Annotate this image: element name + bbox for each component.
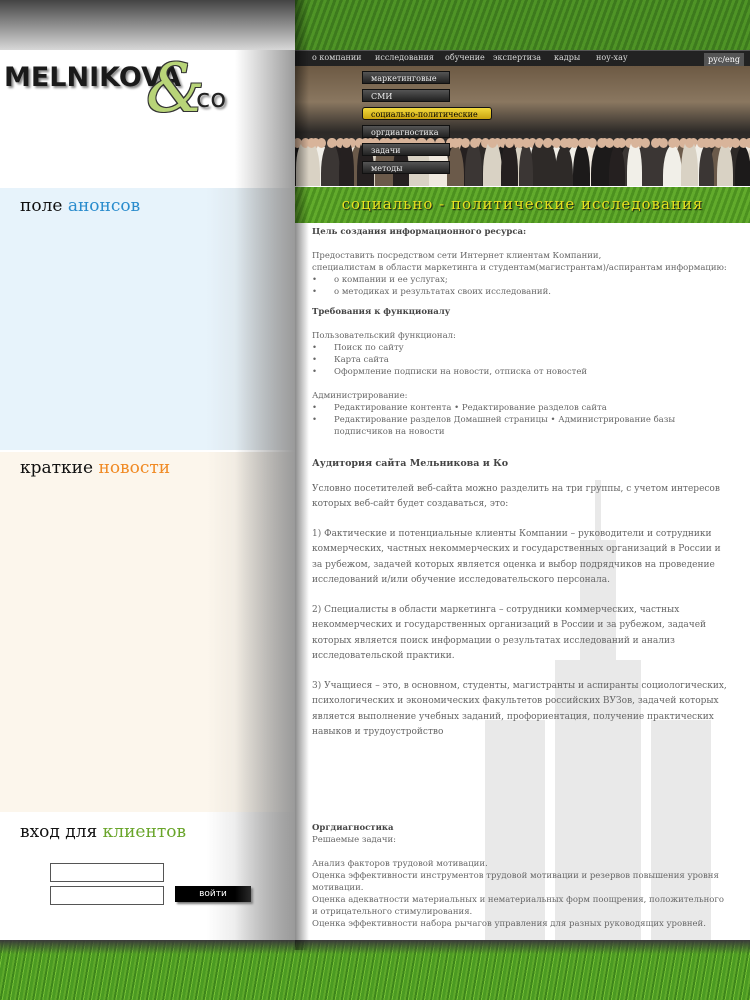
crowd-head — [578, 138, 587, 148]
main-nav — [295, 50, 750, 66]
user-functions-title: Пользовательский функционал: — [312, 331, 456, 341]
user-function-item: • Оформление подписки на новости, отписка от новостей — [312, 366, 732, 378]
crowd-figure — [717, 143, 733, 186]
left-column-shade — [235, 50, 295, 950]
nav-item-staff[interactable]: кадры — [554, 53, 581, 62]
news-heading — [20, 458, 170, 478]
orgdiag-subtitle: Решаемые задачи: — [312, 835, 397, 845]
orgdiag-item: Оценка эффективности набора рычагов управления для разных руководящих уровней. — [312, 919, 706, 929]
news-heading-word2: новости — [98, 458, 171, 478]
audience-title: Аудитория сайта Мельникова и Ко — [312, 458, 509, 469]
audience-group: 3) Учащиеся – это, в основном, студенты, магистранты и аспиранты социологических, психологических и экономических факультетов российских ВУЗов, задачей которых является выполнение учебных заданий, профориентация, получение практических навыков и трудоустройство — [312, 680, 727, 737]
crowd-head — [651, 138, 660, 148]
goal-bullet: • о компании и ее услугах; — [312, 274, 732, 286]
nav-item-about[interactable]: о компании — [312, 53, 362, 62]
logo-text: MELNIKOVA — [4, 62, 182, 93]
crowd-figure — [735, 146, 750, 186]
submenu-methods[interactable]: методы — [362, 161, 450, 174]
goal-intro-2: специалистам в области маркетинга и студентам(магистрантам)/аспирантам информацию: — [312, 263, 727, 273]
goal-title: Цель создания информационного ресурса: — [312, 227, 527, 237]
logo-ampersand: & — [146, 50, 205, 127]
audience-section — [312, 456, 732, 741]
section-banner — [295, 187, 750, 223]
admin-functions-title: Администрирование: — [312, 391, 408, 401]
orgdiag-section — [312, 822, 732, 930]
submenu-media[interactable]: СМИ — [362, 89, 450, 102]
audience-intro: Условно посетителей веб-сайта можно разделить на три группы, с учетом интересов которых веб-сайт будет создаваться, это: — [312, 483, 720, 509]
news-heading-word1: краткие — [20, 458, 94, 478]
crowd-head — [659, 138, 668, 148]
left-header-band — [0, 0, 295, 50]
user-function-item: • Карта сайта — [312, 354, 732, 366]
login-heading — [20, 822, 186, 842]
login-button[interactable]: войти — [175, 886, 251, 902]
nav-item-research[interactable]: исследования — [375, 53, 434, 62]
language-switch[interactable]: рус/eng — [704, 53, 744, 66]
admin-function-item: • Редактирование контента • Редактирование разделов сайта — [312, 402, 732, 414]
goal-intro-1: Предоставить посредством сети Интернет клиентам Компании, — [312, 251, 602, 261]
section-banner-title: социально - политические исследования — [341, 195, 704, 213]
crowd-figure — [699, 145, 714, 186]
grass-footer — [0, 940, 750, 1000]
orgdiag-title: Оргдиагностика — [312, 823, 394, 833]
goal-section — [312, 226, 732, 298]
nav-item-knowhow[interactable]: ноу-хау — [596, 53, 628, 62]
submenu-tasks[interactable]: задачи — [362, 143, 450, 156]
audience-group: 2) Специалисты в области маркетинга – сотрудники коммерческих, частных некоммерческих и государственных организаций в России и за рубежом, задачей которых является поиск информации о результатах исследований и анализ исследовательской практики. — [312, 604, 707, 661]
audience-group: 1) Фактические и потенциальные клиенты Компании – руководители и сотрудники коммерческих, частных некоммерческих и государственных организаций в России и за рубежом, задачей которых является оценка и выбор подрядчиков на проведение исследований и/или обучение исследовательского персонала. — [312, 528, 721, 585]
user-function-item: • Поиск по сайту — [312, 342, 732, 354]
nav-item-training[interactable]: обучение — [445, 53, 485, 62]
submenu-marketing[interactable]: маркетинговые — [362, 71, 450, 84]
crowd-head — [597, 138, 606, 148]
crowd-head — [543, 138, 552, 148]
right-header-band — [295, 0, 750, 50]
crowd-head — [560, 138, 569, 148]
admin-function-item: • Редактирование разделов Домашней страницы • Администрирование базы подписчиков на новости — [312, 414, 732, 438]
announcements-heading-word1: поле — [20, 196, 63, 216]
left-column — [0, 0, 295, 950]
submenu-sociopolitical[interactable]: социально-политические — [362, 107, 492, 120]
submenu-orgdiagnostics[interactable]: оргдиагностика — [362, 125, 450, 138]
logo-co: co — [196, 84, 227, 114]
orgdiag-item: Оценка эффективности инструментов трудовой мотивации и резервов повышения уровня мотивации. — [312, 871, 719, 893]
crowd-head — [327, 138, 336, 148]
right-column — [295, 0, 750, 950]
crowd-head — [470, 138, 479, 148]
login-heading-word1: вход для — [20, 822, 98, 842]
login-username-input[interactable] — [50, 863, 164, 882]
announcements-heading — [20, 196, 140, 216]
functionality-title: Требования к функционалу — [312, 307, 451, 317]
nav-item-expertise[interactable]: экспертиза — [493, 53, 542, 62]
login-password-input[interactable] — [50, 886, 164, 905]
orgdiag-item: Анализ факторов трудовой мотивации. — [312, 859, 488, 869]
announcements-heading-word2: анонсов — [67, 196, 141, 216]
orgdiag-item: Оценка адекватности материальных и нематериальных форм поощрения, положительного и отрицательного стимулирования. — [312, 895, 724, 917]
group-photo — [295, 66, 750, 186]
goal-bullet: • о методиках и результатах своих исследований. — [312, 286, 732, 298]
crowd-head — [631, 138, 640, 148]
functionality-section — [312, 306, 732, 438]
crowd-head — [739, 138, 748, 148]
crowd-head — [721, 138, 730, 148]
login-heading-word2: клиентов — [102, 822, 187, 842]
right-column-shadow — [295, 0, 309, 950]
